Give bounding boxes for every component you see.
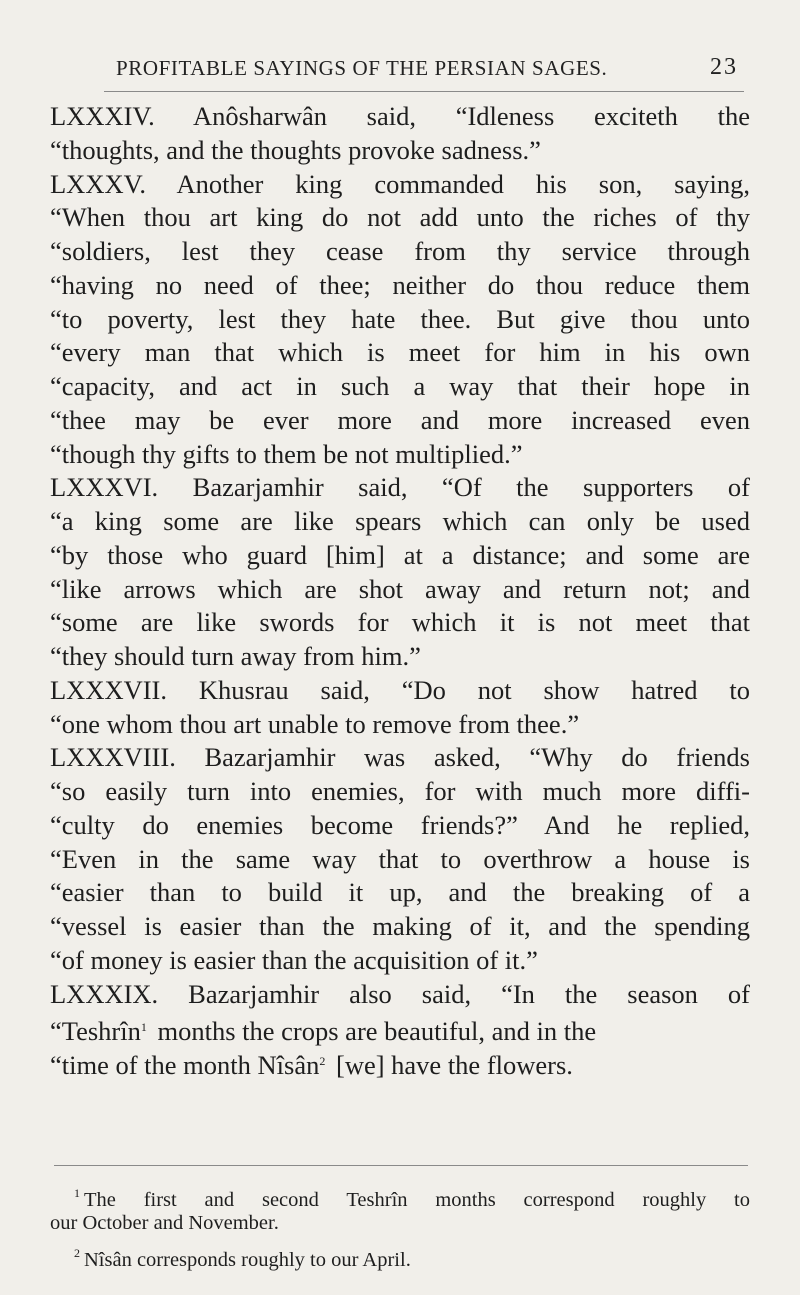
- text-line: “Even in the same way that to overthrow a house is: [50, 843, 750, 874]
- footnote-line: [50, 1238, 750, 1271]
- header-rule: [104, 91, 744, 92]
- footnote-text: Nîsân corresponds roughly to our April.: [84, 1249, 411, 1271]
- text-segment: “Teshrîn: [50, 1016, 141, 1047]
- text-line: “capacity, and act in such a way that their hope in: [50, 371, 750, 401]
- text-line: LXXXIX. Bazarjamhir also said, “In the season of: [50, 978, 750, 1009]
- footnote-line: our October and November.: [50, 1212, 279, 1234]
- text-line: “so easily turn into enemies, for with much more diffi-: [50, 776, 750, 806]
- text-line: LXXXIV. Anôsharwân said, “Idleness exciteth the: [50, 101, 750, 131]
- text-line: “thoughts, and the thoughts provoke sadness.”: [50, 134, 541, 165]
- text-line: “When thou art king do not add unto the riches of thy: [50, 202, 750, 233]
- text-segment: “time of the month Nîsân: [50, 1050, 320, 1080]
- footnote-line: [50, 1178, 750, 1211]
- text-segment: months the crops are beautiful, and in the: [150, 1016, 597, 1047]
- text-line: “every man that which is meet for him in his own: [50, 337, 750, 368]
- footnotes: [50, 1178, 750, 1271]
- page-number: 23: [710, 54, 738, 80]
- text-line: “by those who guard [him] at a distance; and some are: [50, 539, 750, 570]
- text-line: “soldiers, lest they cease from thy service through: [50, 236, 750, 266]
- text-line: “culty do enemies become friends?” And he replied,: [50, 809, 750, 840]
- text-line: [50, 1045, 750, 1079]
- text-line: “vessel is easier than the making of it, and the spending: [50, 911, 750, 941]
- text-line: “easier than to build it up, and the breaking of a: [50, 877, 750, 908]
- text-line: “having no need of thee; neither do thou reduce them: [50, 269, 750, 300]
- text-line: LXXXVIII. Bazarjamhir was asked, “Why do friends: [50, 742, 750, 773]
- running-header: [58, 52, 748, 86]
- text-line: “like arrows which are shot away and return not; and: [50, 573, 750, 604]
- body-text: [50, 100, 750, 1079]
- text-line: LXXXVII. Khusrau said, “Do not show hatred to: [50, 674, 750, 705]
- text-line: “to poverty, lest they hate thee. But give thou unto: [50, 303, 750, 334]
- text-line: [50, 1011, 750, 1045]
- text-line: LXXXV. Another king commanded his son, saying,: [50, 168, 750, 199]
- footnote-rule: [54, 1165, 748, 1166]
- footnote-ref: 2: [319, 1054, 326, 1068]
- footnote-number: 1: [74, 1186, 80, 1200]
- footnote-number: 2: [74, 1246, 80, 1260]
- text-line: “they should turn away from him.”: [50, 641, 421, 671]
- running-title: PROFITABLE SAYINGS OF THE PERSIAN SAGES.: [116, 56, 608, 80]
- text-segment: [we] have the flowers.: [329, 1050, 573, 1080]
- text-line: “some are like swords for which it is not meet that: [50, 607, 750, 638]
- text-line: “one whom thou art unable to remove from thee.”: [50, 708, 580, 739]
- text-line: “though thy gifts to them be not multiplied.”: [50, 438, 523, 469]
- text-line: “of money is easier than the acquisition of it.”: [50, 944, 538, 975]
- text-line: “a king some are like spears which can only be used: [50, 506, 750, 536]
- text-line: LXXXVI. Bazarjamhir said, “Of the supporters of: [50, 472, 750, 503]
- footnote-text: The first and second Teshrîn months correspond roughly to: [84, 1189, 750, 1211]
- text-line: “thee may be ever more and more increased even: [50, 404, 750, 435]
- footnote-ref: 1: [140, 1020, 147, 1035]
